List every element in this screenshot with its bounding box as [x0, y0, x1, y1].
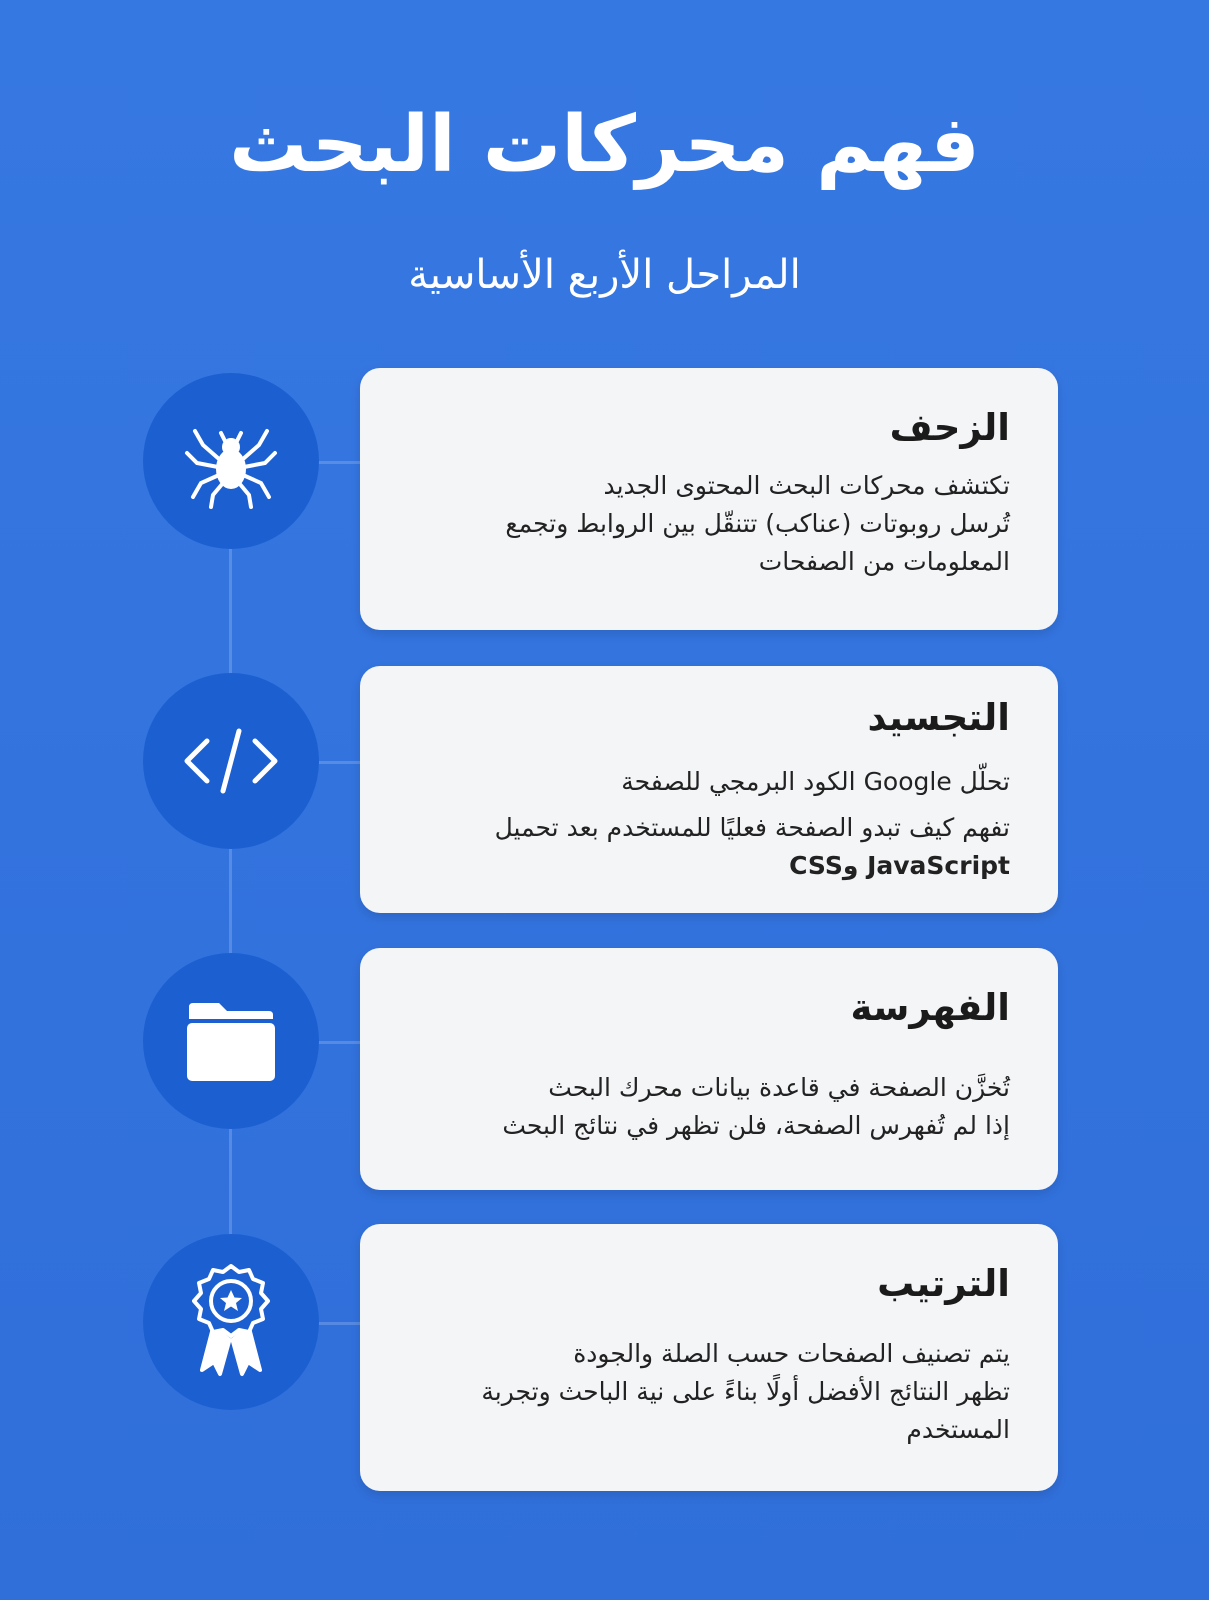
- stage-card-rank: [360, 1224, 1058, 1491]
- stage-text-line: تكتشف محركات البحث المحتوى الجديد: [603, 471, 1010, 500]
- stage-crawl-icon-circle: [143, 373, 319, 549]
- stage-text-line: تُرسل روبوتات (عناكب) تتنقّل بين الروابط وتجمع: [505, 509, 1010, 538]
- stage-card-index: [360, 948, 1058, 1190]
- timeline-line: [229, 460, 232, 1320]
- folder-icon: [185, 999, 277, 1083]
- stage-card-render: [360, 666, 1058, 913]
- stage-card-crawl: [360, 368, 1058, 630]
- code-icon: [181, 726, 281, 796]
- stage-text-line: إذا لم تُفهرس الصفحة، فلن تظهر في نتائج البحث: [502, 1111, 1010, 1140]
- stage-title: الترتيب: [877, 1262, 1010, 1305]
- stage-text-line: تفهم كيف تبدو الصفحة فعليًا للمستخدم بعد تحميل: [494, 813, 1010, 842]
- spider-icon: [181, 411, 281, 511]
- stage-rank-icon-circle: [143, 1234, 319, 1410]
- stage-title: الفهرسة: [850, 986, 1010, 1029]
- stage-index-icon-circle: [143, 953, 319, 1129]
- stage-render-icon-circle: [143, 673, 319, 849]
- award-icon: [186, 1262, 276, 1382]
- stage-text-line: يتم تصنيف الصفحات حسب الصلة والجودة: [573, 1339, 1010, 1368]
- stage-title: التجسيد: [867, 696, 1010, 739]
- stage-text-line: تحلّل Google الكود البرمجي للصفحة: [621, 767, 1010, 796]
- page-title: فهم محركات البحث: [229, 100, 980, 190]
- stage-text-line: المعلومات من الصفحات: [758, 547, 1010, 576]
- stage-text-line: تظهر النتائج الأفضل أولًا بناءً على نية الباحث وتجربة: [481, 1377, 1010, 1406]
- stage-title: الزحف: [889, 406, 1010, 449]
- stage-text-line: CSSو JavaScript: [789, 851, 1010, 880]
- stage-text-line: المستخدم: [906, 1415, 1010, 1444]
- stage-text-line: تُخزَّن الصفحة في قاعدة بيانات محرك البحث: [548, 1073, 1010, 1102]
- page-subtitle: المراحل الأربع الأساسية: [408, 252, 801, 298]
